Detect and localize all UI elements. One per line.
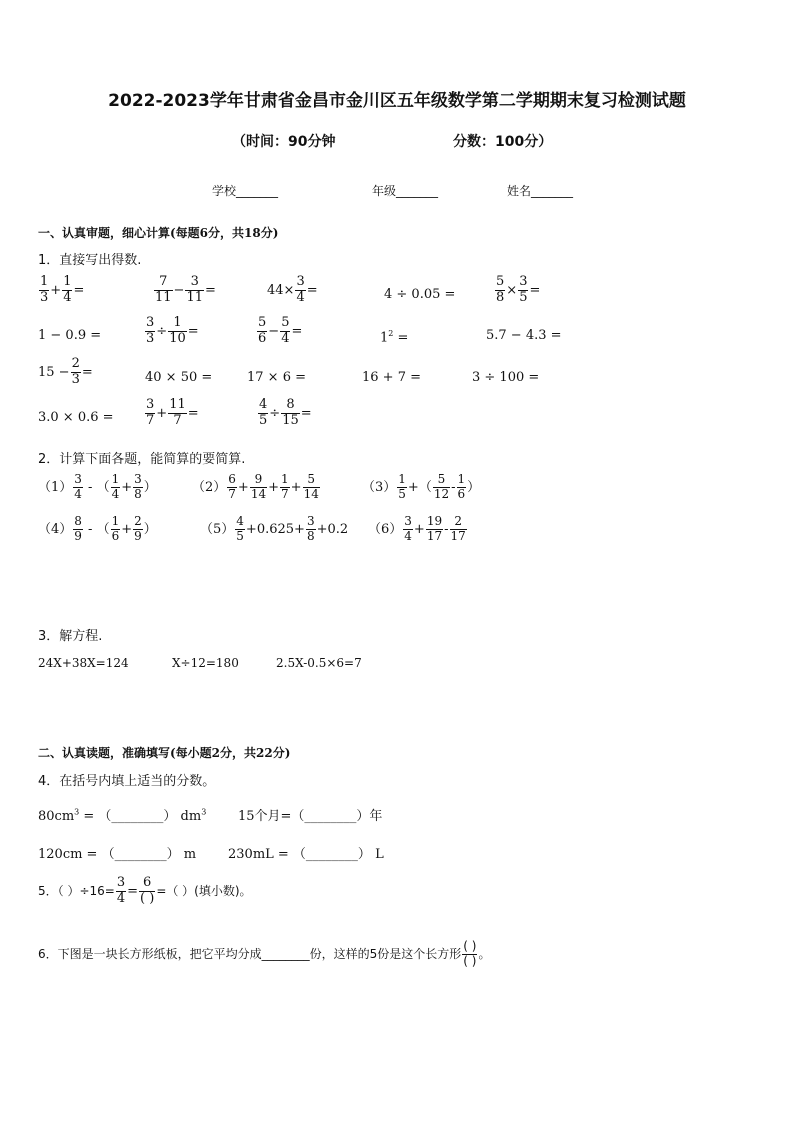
fraction: $\frac{3}{7}$	[146, 397, 155, 428]
fraction: $\frac{5}{12}$	[433, 472, 450, 501]
fraction: $\frac{3}{8}$	[134, 472, 142, 501]
q4-item-a: $80cm^3$ = （________） $dm^3$	[38, 807, 207, 824]
q3-label: 3．解方程.	[38, 629, 103, 644]
equation-2: X÷12=180	[172, 656, 239, 670]
exam-time: （时间：90分钟	[232, 134, 336, 150]
fraction: $\frac{1}{10}$	[169, 315, 186, 346]
fraction: $\frac{( )}{( )}$	[463, 939, 477, 968]
fraction: $\frac{5}{6}$	[258, 315, 267, 346]
fraction: $\frac{3}{4}$	[116, 875, 126, 906]
q2-problem-6: （6） $\frac{3}{4}$ + $\frac{19}{17}$ - $\frac{2}{17}$	[368, 514, 466, 543]
q1-r1-a: $\frac{1}{3}$ + $\frac{1}{4}$ =	[40, 274, 85, 305]
q1-r2-b: $\frac{3}{3}$ ÷ $\frac{1}{10}$ =	[146, 315, 199, 346]
q4-item-c: 120cm = （________） m	[38, 847, 197, 862]
q1-r1-c: 44× $\frac{3}{4}$ =	[267, 274, 318, 305]
fraction: $\frac{3}{11}$	[186, 274, 203, 305]
name-field: 姓名_______	[507, 184, 574, 198]
fraction: $\frac{3}{4}$	[404, 514, 412, 543]
q1-r3-d: 16 + 7 =	[362, 370, 421, 385]
fraction: $\frac{3}{4}$	[74, 472, 82, 501]
q2-problem-3: （3） $\frac{1}{5}$ +（ $\frac{5}{12}$ - $\frac{1}{6}$ ）	[362, 472, 481, 501]
q4-item-b: 15个月=（________）年	[238, 809, 383, 824]
q1-r1-d: 4 ÷ 0.05 =	[384, 287, 456, 302]
fraction: $\frac{6}{7}$	[228, 472, 236, 501]
fraction: $\frac{19}{17}$	[426, 514, 443, 543]
fraction: $\frac{1}{7}$	[281, 472, 289, 501]
q2-problem-2: （2） $\frac{6}{7}$ + $\frac{9}{14}$ + $\frac{1}{7}$ + $\frac{5}{14}$	[192, 472, 319, 501]
q1-r3-b: 40 × 50 =	[145, 370, 213, 385]
fraction: $\frac{1}{4}$	[63, 274, 72, 305]
q1-label: 1．直接写出得数.	[38, 253, 142, 268]
q1-r1-b: $\frac{7}{11}$ − $\frac{3}{11}$ =	[155, 274, 216, 305]
section-2-heading: 二、认真读题，准确填写(每小题2分，共22分)	[38, 746, 291, 760]
fraction: $\frac{3}{8}$	[306, 514, 315, 543]
q2-label: 2．计算下面各题，能简算的要简算.	[38, 452, 246, 467]
q2-problem-5: （5） $\frac{4}{5}$ +0.625+ $\frac{3}{8}$ +0.2	[200, 514, 349, 543]
fraction: $\frac{5}{14}$	[303, 472, 319, 501]
q1-r4-a: 3.0 × 0.6 =	[38, 410, 114, 425]
school-field: 学校_______	[212, 184, 279, 198]
q1-r4-c: $\frac{4}{5}$ ÷ $\frac{8}{15}$ =	[259, 397, 312, 428]
q1-r2-d: $1^2$ =	[380, 329, 409, 346]
q1-r3-e: 3 ÷ 100 =	[472, 370, 540, 385]
fraction: $\frac{3}{4}$	[296, 274, 305, 305]
q5: 5．（ ）÷16= $\frac{3}{4}$ = $\frac{6}{( )}$ =（ ）(填小数)。	[38, 875, 252, 906]
fraction: $\frac{2}{17}$	[450, 514, 466, 543]
fraction: $\frac{3}{5}$	[519, 274, 528, 305]
fraction: $\frac{4}{5}$	[236, 514, 244, 543]
fraction: $\frac{4}{5}$	[259, 397, 268, 428]
q4-label: 4．在括号内填上适当的分数。	[38, 774, 216, 789]
equation-1: 24X+38X=124	[38, 656, 129, 670]
equation-3: 2.5X-0.5×6=7	[276, 656, 362, 670]
q1-r2-e: 5.7 − 4.3 =	[486, 328, 562, 343]
q1-r3-c: 17 × 6 =	[247, 370, 306, 385]
q1-r2-a: 1 − 0.9 =	[38, 328, 102, 343]
fraction: $\frac{1}{3}$	[40, 274, 49, 305]
fraction: $\frac{1}{4}$	[111, 472, 120, 501]
fraction: $\frac{6}{( )}$	[140, 875, 155, 906]
q1-r3-a: 15 − $\frac{2}{3}$ =	[38, 356, 93, 387]
fraction: $\frac{5}{4}$	[281, 315, 290, 346]
fraction: $\frac{3}{3}$	[146, 315, 155, 346]
page-title: 2022-2023学年甘肃省金昌市金川区五年级数学第二学期期末复习检测试题	[108, 91, 686, 111]
fraction: $\frac{8}{15}$	[282, 397, 299, 428]
fraction: $\frac{9}{14}$	[250, 472, 267, 501]
q2-problem-4: （4） $\frac{8}{9}$ - （ $\frac{1}{6}$ + $\frac{2}{9}$ ）	[38, 514, 157, 543]
fraction: $\frac{7}{11}$	[155, 274, 172, 305]
fraction: $\frac{1}{6}$	[457, 472, 466, 501]
q1-r2-c: $\frac{5}{6}$ − $\frac{5}{4}$ =	[258, 315, 303, 346]
q6: 6．下图是一块长方形纸板，把它平均分成________份，这样的5份是这个长方形 $\frac{( )}{( )}$ 。	[38, 939, 491, 968]
q2-problem-1: （1） $\frac{3}{4}$ - （ $\frac{1}{4}$ + $\frac{3}{8}$ ）	[38, 472, 157, 501]
fraction: $\frac{11}{7}$	[169, 397, 186, 428]
q1-r1-e: $\frac{5}{8}$ × $\frac{3}{5}$ =	[496, 274, 541, 305]
q1-r4-b: $\frac{3}{7}$ + $\frac{11}{7}$ =	[146, 397, 199, 428]
section-1-heading: 一、认真审题，细心计算(每题6分，共18分)	[38, 226, 279, 240]
fraction: $\frac{2}{3}$	[71, 356, 80, 387]
fraction: $\frac{1}{5}$	[398, 472, 406, 501]
fraction: $\frac{1}{6}$	[111, 514, 120, 543]
exam-score: 分数：100分）	[453, 134, 553, 150]
fraction: $\frac{2}{9}$	[134, 514, 142, 543]
q4-item-d: 230mL = （________） L	[228, 847, 384, 862]
grade-field: 年级_______	[372, 184, 439, 198]
fraction: $\frac{5}{8}$	[496, 274, 505, 305]
fraction: $\frac{8}{9}$	[74, 514, 82, 543]
